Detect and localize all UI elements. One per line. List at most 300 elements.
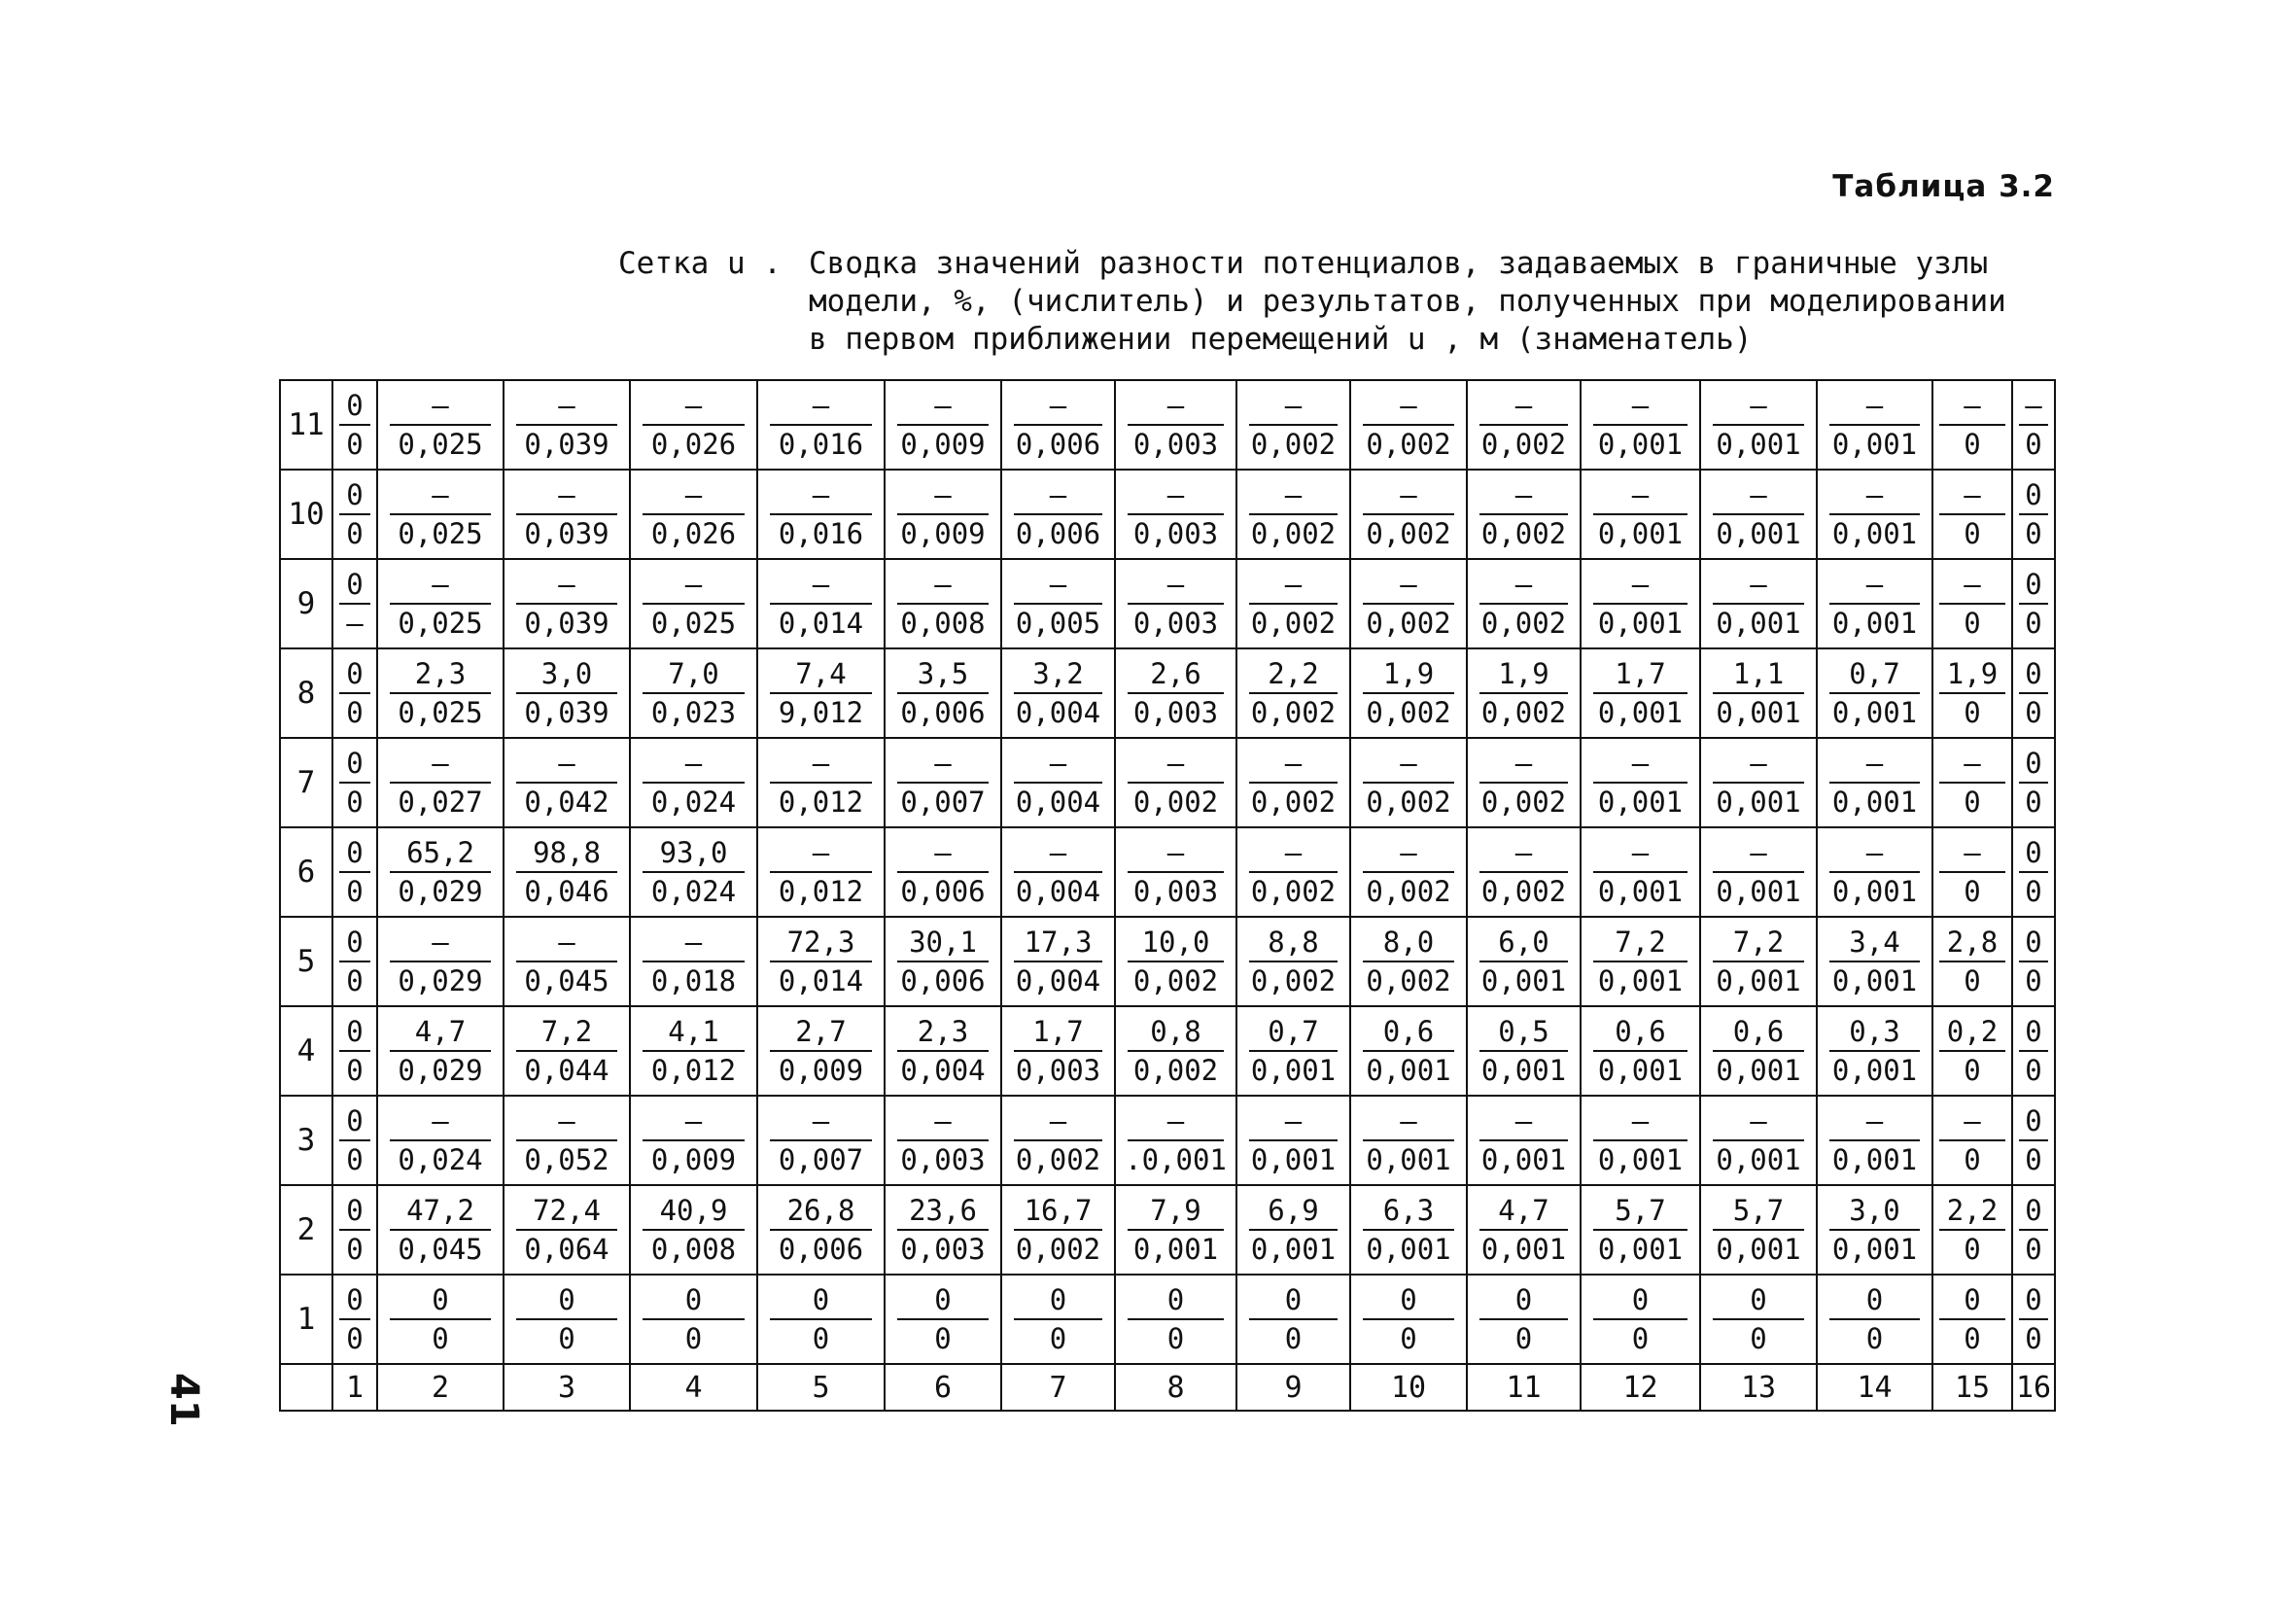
cell-denominator: 0,006 bbox=[900, 964, 986, 997]
cell-denominator: 0,001 bbox=[1716, 428, 1801, 461]
cell-numerator: – bbox=[1014, 745, 1102, 784]
cell-numerator: 0,2 bbox=[1939, 1013, 2005, 1052]
cell-denominator: 0,004 bbox=[1015, 786, 1101, 819]
cell-denominator: 0 bbox=[346, 875, 364, 908]
cell-numerator: 4,7 bbox=[390, 1013, 491, 1052]
table-cell bbox=[1236, 917, 1350, 1006]
cell-numerator: – bbox=[390, 1102, 491, 1141]
cell-denominator: 0,002 bbox=[1366, 875, 1451, 908]
cell-denominator: 0,024 bbox=[398, 1143, 483, 1176]
cell-denominator: 0 bbox=[346, 696, 364, 729]
cell-numerator: – bbox=[1713, 1102, 1804, 1141]
cell-numerator: – bbox=[897, 566, 989, 605]
table-cell bbox=[2012, 470, 2055, 559]
cell-denominator: 0,001 bbox=[1716, 517, 1801, 550]
cell-denominator: 0,002 bbox=[1366, 964, 1451, 997]
caption-lead: Сетка u . bbox=[618, 246, 782, 281]
table-cell bbox=[2012, 1006, 2055, 1096]
table-cell bbox=[630, 380, 757, 470]
cell-denominator: 0,005 bbox=[1015, 607, 1101, 640]
cell-denominator: 0,029 bbox=[398, 1054, 483, 1087]
table-row bbox=[280, 917, 2055, 1006]
table-cell bbox=[1581, 559, 1700, 648]
cell-numerator: 2,3 bbox=[390, 655, 491, 694]
cell-denominator: 0,025 bbox=[650, 607, 737, 640]
table-row bbox=[280, 648, 2055, 738]
table-cell bbox=[1700, 738, 1817, 827]
corner-cell bbox=[280, 1364, 332, 1411]
column-label: 15 bbox=[1932, 1364, 2012, 1411]
cell-denominator: 0 bbox=[558, 1322, 575, 1355]
table-cell bbox=[1350, 648, 1467, 738]
row-label: 1 bbox=[280, 1275, 332, 1364]
table-cell bbox=[1700, 1096, 1817, 1185]
table-cell bbox=[1350, 1096, 1467, 1185]
cell-denominator: 9,012 bbox=[778, 696, 864, 729]
table-label: Таблица 3.2 bbox=[1832, 169, 2055, 204]
table-cell bbox=[1581, 648, 1700, 738]
cell-numerator: 0 bbox=[2019, 1013, 2048, 1052]
table-cell bbox=[1581, 1006, 1700, 1096]
cell-numerator: – bbox=[1363, 834, 1454, 873]
cell-numerator: – bbox=[1479, 834, 1568, 873]
table-cell bbox=[504, 380, 630, 470]
table-cell bbox=[1581, 917, 1700, 1006]
cell-denominator: 0 bbox=[2025, 517, 2042, 550]
table-cell bbox=[1932, 1275, 2012, 1364]
cell-denominator: 0 bbox=[2025, 875, 2042, 908]
cell-numerator: 0 bbox=[1939, 1281, 2005, 1320]
cell-numerator: – bbox=[1014, 834, 1102, 873]
table-cell bbox=[1115, 470, 1236, 559]
table-cell bbox=[1932, 470, 2012, 559]
cell-numerator: – bbox=[643, 566, 745, 605]
row-label: 11 bbox=[280, 380, 332, 470]
table-cell bbox=[1001, 1006, 1115, 1096]
cell-numerator: – bbox=[1479, 476, 1568, 515]
cell-numerator: – bbox=[1363, 745, 1454, 784]
table-cell bbox=[377, 1185, 504, 1275]
table-cell bbox=[1932, 738, 2012, 827]
cell-denominator: 0,002 bbox=[1250, 428, 1337, 461]
cell-numerator: 3,5 bbox=[897, 655, 989, 694]
cell-denominator: 0 bbox=[1964, 964, 1981, 997]
cell-numerator: 0 bbox=[2019, 655, 2048, 694]
cell-numerator: 40,9 bbox=[643, 1192, 745, 1231]
cell-numerator: – bbox=[1939, 566, 2005, 605]
table-cell bbox=[1467, 648, 1581, 738]
cell-numerator: 0,3 bbox=[1829, 1013, 1920, 1052]
cell-denominator: 0,004 bbox=[900, 1054, 986, 1087]
row-label: 2 bbox=[280, 1185, 332, 1275]
table-cell bbox=[377, 380, 504, 470]
cell-denominator: 0,002 bbox=[1480, 786, 1567, 819]
table-cell bbox=[630, 827, 757, 917]
table-cell bbox=[757, 1185, 885, 1275]
cell-numerator: – bbox=[770, 745, 872, 784]
cell-numerator: 93,0 bbox=[643, 834, 745, 873]
cell-numerator: – bbox=[1713, 476, 1804, 515]
cell-denominator: 0 bbox=[1400, 1322, 1417, 1355]
table-cell bbox=[630, 1275, 757, 1364]
cell-denominator: 0,001 bbox=[1597, 696, 1684, 729]
cell-numerator: 0 bbox=[643, 1281, 745, 1320]
cell-numerator: – bbox=[516, 566, 617, 605]
cell-denominator: 0 bbox=[2025, 1054, 2042, 1087]
table-cell bbox=[1001, 470, 1115, 559]
table-cell bbox=[885, 1006, 1001, 1096]
table-cell bbox=[1236, 1185, 1350, 1275]
cell-denominator: 0,002 bbox=[1480, 517, 1567, 550]
cell-denominator: 0,009 bbox=[900, 428, 986, 461]
cell-denominator: 0,007 bbox=[778, 1143, 864, 1176]
table-cell bbox=[1700, 648, 1817, 738]
cell-denominator: 0,001 bbox=[1831, 875, 1918, 908]
cell-numerator: – bbox=[1713, 387, 1804, 426]
table-cell bbox=[1001, 648, 1115, 738]
cell-numerator: – bbox=[1829, 476, 1920, 515]
cell-denominator: 0,039 bbox=[524, 428, 609, 461]
cell-denominator: 0,025 bbox=[398, 517, 483, 550]
cell-numerator: – bbox=[1363, 476, 1454, 515]
table-caption bbox=[618, 245, 2028, 359]
cell-denominator: 0,001 bbox=[1716, 964, 1801, 997]
table-cell bbox=[1817, 648, 1932, 738]
cell-denominator: 0 bbox=[346, 964, 364, 997]
cell-numerator: – bbox=[1128, 745, 1224, 784]
table-cell bbox=[332, 470, 377, 559]
table-cell bbox=[1817, 1096, 1932, 1185]
cell-numerator: 2,8 bbox=[1939, 924, 2005, 962]
cell-numerator: 0 bbox=[2019, 924, 2048, 962]
table-cell bbox=[1236, 1006, 1350, 1096]
cell-numerator: 8,0 bbox=[1363, 924, 1454, 962]
cell-denominator: 0 bbox=[432, 1322, 449, 1355]
cell-denominator: 0 bbox=[2025, 607, 2042, 640]
column-label: 6 bbox=[885, 1364, 1001, 1411]
cell-denominator: 0,039 bbox=[524, 696, 609, 729]
cell-numerator: – bbox=[1014, 476, 1102, 515]
cell-numerator: 1,9 bbox=[1939, 655, 2005, 694]
table-cell bbox=[885, 917, 1001, 1006]
cell-denominator: 0,029 bbox=[398, 875, 483, 908]
cell-denominator: 0 bbox=[346, 1322, 364, 1355]
table-cell bbox=[1817, 470, 1932, 559]
cell-denominator: 0,001 bbox=[1480, 964, 1567, 997]
cell-denominator: 0 bbox=[934, 1322, 952, 1355]
cell-numerator: 7,0 bbox=[643, 655, 745, 694]
cell-denominator: 0 bbox=[684, 1322, 703, 1355]
table-cell bbox=[630, 738, 757, 827]
table-cell bbox=[1817, 917, 1932, 1006]
cell-denominator: 0,024 bbox=[650, 875, 737, 908]
table-cell bbox=[885, 1185, 1001, 1275]
table-cell bbox=[1467, 738, 1581, 827]
cell-denominator: 0,003 bbox=[1132, 428, 1219, 461]
cell-numerator: – bbox=[1593, 745, 1687, 784]
cell-denominator: 0,002 bbox=[1366, 517, 1451, 550]
cell-numerator: – bbox=[897, 476, 989, 515]
cell-numerator: 3,4 bbox=[1829, 924, 1920, 962]
table-cell bbox=[1467, 470, 1581, 559]
cell-numerator: 47,2 bbox=[390, 1192, 491, 1231]
cell-denominator: 0 bbox=[346, 1233, 364, 1266]
table-cell bbox=[630, 648, 757, 738]
cell-numerator: 0 bbox=[1479, 1281, 1568, 1320]
table-cell bbox=[1581, 1096, 1700, 1185]
cell-denominator: 0,009 bbox=[650, 1143, 737, 1176]
cell-denominator: 0,001 bbox=[1831, 1054, 1918, 1087]
cell-denominator: 0,002 bbox=[1132, 1054, 1219, 1087]
table-cell bbox=[1932, 917, 2012, 1006]
cell-numerator: – bbox=[1128, 566, 1224, 605]
cell-numerator: 0,6 bbox=[1713, 1013, 1804, 1052]
cell-numerator: – bbox=[390, 745, 491, 784]
cell-denominator: 0 bbox=[2025, 1233, 2042, 1266]
table-row bbox=[280, 1006, 2055, 1096]
cell-numerator: – bbox=[643, 387, 745, 426]
cell-numerator: – bbox=[1713, 566, 1804, 605]
cell-numerator: 0 bbox=[339, 566, 370, 605]
cell-denominator: 0,002 bbox=[1250, 607, 1337, 640]
cell-numerator: 4,1 bbox=[643, 1013, 745, 1052]
cell-denominator: 0,001 bbox=[1250, 1143, 1337, 1176]
cell-numerator: – bbox=[1939, 476, 2005, 515]
cell-numerator: 2,2 bbox=[1939, 1192, 2005, 1231]
table-row bbox=[280, 470, 2055, 559]
cell-denominator: 0 bbox=[2025, 696, 2042, 729]
cell-denominator: 0,001 bbox=[1716, 1054, 1801, 1087]
cell-denominator: 0,001 bbox=[1716, 1143, 1801, 1176]
cell-denominator: 0,002 bbox=[1480, 428, 1567, 461]
cell-denominator: 0,001 bbox=[1716, 786, 1801, 819]
cell-denominator: 0,016 bbox=[778, 428, 864, 461]
cell-numerator: 1,9 bbox=[1479, 655, 1568, 694]
table-cell bbox=[1350, 1275, 1467, 1364]
cell-denominator: 0,006 bbox=[778, 1233, 864, 1266]
column-label: 10 bbox=[1350, 1364, 1467, 1411]
cell-numerator: 0 bbox=[1014, 1281, 1102, 1320]
table-cell bbox=[1817, 827, 1932, 917]
table-cell bbox=[757, 917, 885, 1006]
column-label: 13 bbox=[1700, 1364, 1817, 1411]
table-cell bbox=[1817, 559, 1932, 648]
cell-numerator: – bbox=[1593, 476, 1687, 515]
cell-numerator: 0 bbox=[1829, 1281, 1920, 1320]
cell-numerator: – bbox=[1939, 745, 2005, 784]
row-label: 9 bbox=[280, 559, 332, 648]
cell-denominator: – bbox=[346, 607, 364, 640]
cell-denominator: 0,002 bbox=[1366, 428, 1451, 461]
cell-denominator: 0,001 bbox=[1366, 1143, 1451, 1176]
cell-denominator: 0,006 bbox=[900, 696, 986, 729]
cell-numerator: 0 bbox=[339, 834, 370, 873]
table-cell bbox=[1581, 1275, 1700, 1364]
cell-denominator: 0 bbox=[1750, 1322, 1767, 1355]
cell-denominator: 0,029 bbox=[398, 964, 483, 997]
table-cell bbox=[1700, 559, 1817, 648]
cell-denominator: 0,052 bbox=[524, 1143, 609, 1176]
table-cell bbox=[1236, 470, 1350, 559]
cell-denominator: 0,001 bbox=[1480, 1143, 1567, 1176]
cell-numerator: – bbox=[643, 745, 745, 784]
table-cell bbox=[630, 559, 757, 648]
cell-numerator: 0 bbox=[2019, 1281, 2048, 1320]
table-cell bbox=[2012, 1275, 2055, 1364]
cell-denominator: 0,008 bbox=[900, 607, 986, 640]
table-cell bbox=[1932, 827, 2012, 917]
cell-denominator: 0 bbox=[1631, 1322, 1650, 1355]
cell-denominator: 0,004 bbox=[1015, 964, 1101, 997]
table-cell bbox=[757, 738, 885, 827]
cell-denominator: 0,012 bbox=[778, 786, 864, 819]
cell-numerator: 0,7 bbox=[1249, 1013, 1338, 1052]
row-label: 10 bbox=[280, 470, 332, 559]
cell-denominator: 0,023 bbox=[650, 696, 737, 729]
table-cell bbox=[2012, 559, 2055, 648]
table-cell bbox=[1700, 380, 1817, 470]
cell-denominator: 0,001 bbox=[1597, 1054, 1684, 1087]
cell-denominator: 0,039 bbox=[524, 607, 609, 640]
cell-denominator: 0,003 bbox=[1132, 517, 1219, 550]
cell-denominator: 0,001 bbox=[1831, 428, 1918, 461]
cell-denominator: 0,001 bbox=[1597, 1233, 1684, 1266]
table-cell bbox=[1350, 380, 1467, 470]
table-cell bbox=[1236, 1275, 1350, 1364]
cell-denominator: 0,001 bbox=[1716, 875, 1801, 908]
cell-numerator: – bbox=[770, 476, 872, 515]
table-row bbox=[280, 738, 2055, 827]
cell-numerator: – bbox=[1249, 566, 1338, 605]
column-label: 11 bbox=[1467, 1364, 1581, 1411]
cell-numerator: – bbox=[1939, 834, 2005, 873]
table-cell bbox=[332, 1006, 377, 1096]
table-cell bbox=[757, 559, 885, 648]
cell-numerator: – bbox=[2019, 387, 2048, 426]
cell-numerator: – bbox=[390, 566, 491, 605]
cell-numerator: – bbox=[1593, 834, 1687, 873]
cell-denominator: 0,002 bbox=[1250, 696, 1337, 729]
table-cell bbox=[332, 1096, 377, 1185]
cell-denominator: 0 bbox=[2025, 964, 2042, 997]
cell-denominator: 0,001 bbox=[1597, 964, 1684, 997]
table-cell bbox=[1467, 827, 1581, 917]
cell-numerator: – bbox=[1829, 834, 1920, 873]
cell-denominator: 0 bbox=[1964, 696, 1981, 729]
cell-numerator: – bbox=[1593, 566, 1687, 605]
cell-denominator: 0,006 bbox=[1015, 428, 1101, 461]
table-cell bbox=[1932, 1006, 2012, 1096]
cell-numerator: 0 bbox=[1713, 1281, 1804, 1320]
table-cell bbox=[1115, 738, 1236, 827]
cell-numerator: 0 bbox=[339, 655, 370, 694]
cell-numerator: 2,2 bbox=[1249, 655, 1338, 694]
cell-numerator: 17,3 bbox=[1014, 924, 1102, 962]
table-cell bbox=[1932, 559, 2012, 648]
table-cell bbox=[630, 1185, 757, 1275]
cell-numerator: 0 bbox=[1593, 1281, 1687, 1320]
table-body bbox=[280, 380, 2055, 1411]
table-cell bbox=[1700, 1006, 1817, 1096]
cell-denominator: 0 bbox=[1514, 1322, 1533, 1355]
table-cell bbox=[757, 827, 885, 917]
table-cell bbox=[757, 470, 885, 559]
cell-denominator: 0,045 bbox=[398, 1233, 483, 1266]
table-cell bbox=[630, 917, 757, 1006]
column-label: 8 bbox=[1115, 1364, 1236, 1411]
cell-numerator: 1,7 bbox=[1593, 655, 1687, 694]
cell-denominator: .0,001 bbox=[1125, 1143, 1227, 1176]
cell-denominator: 0 bbox=[1166, 1322, 1185, 1355]
table-cell bbox=[757, 380, 885, 470]
cell-denominator: 0 bbox=[1964, 1322, 1981, 1355]
table-cell bbox=[1115, 827, 1236, 917]
row-label: 7 bbox=[280, 738, 332, 827]
table-row bbox=[280, 1096, 2055, 1185]
cell-numerator: 8,8 bbox=[1249, 924, 1338, 962]
cell-denominator: 0,002 bbox=[1480, 696, 1567, 729]
cell-numerator: – bbox=[1829, 1102, 1920, 1141]
cell-denominator: 0,045 bbox=[524, 964, 609, 997]
cell-denominator: 0,001 bbox=[1366, 1233, 1451, 1266]
cell-numerator: – bbox=[1249, 834, 1338, 873]
cell-numerator: – bbox=[1249, 1102, 1338, 1141]
cell-numerator: 0 bbox=[2019, 834, 2048, 873]
table-cell bbox=[1932, 380, 2012, 470]
column-label: 14 bbox=[1817, 1364, 1932, 1411]
column-label: 3 bbox=[504, 1364, 630, 1411]
cell-denominator: 0,026 bbox=[650, 428, 737, 461]
cell-numerator: – bbox=[516, 1102, 617, 1141]
cell-denominator: 0 bbox=[1865, 1322, 1884, 1355]
cell-numerator: 5,7 bbox=[1713, 1192, 1804, 1231]
cell-numerator: – bbox=[1593, 387, 1687, 426]
cell-numerator: – bbox=[1128, 1102, 1224, 1141]
cell-numerator: 0 bbox=[2019, 1102, 2048, 1141]
cell-denominator: 0 bbox=[1964, 1233, 1981, 1266]
cell-denominator: 0,001 bbox=[1831, 786, 1918, 819]
cell-denominator: 0,001 bbox=[1831, 1233, 1918, 1266]
cell-numerator: 72,3 bbox=[770, 924, 872, 962]
table-cell bbox=[1001, 1096, 1115, 1185]
cell-denominator: 0,002 bbox=[1015, 1233, 1101, 1266]
cell-numerator: – bbox=[1249, 745, 1338, 784]
table-cell bbox=[1236, 827, 1350, 917]
cell-numerator: 0 bbox=[2019, 566, 2048, 605]
cell-numerator: – bbox=[1128, 834, 1224, 873]
table-cell bbox=[1817, 1275, 1932, 1364]
table-cell bbox=[1350, 1185, 1467, 1275]
cell-denominator: 0,002 bbox=[1250, 964, 1337, 997]
cell-numerator: 0 bbox=[1249, 1281, 1338, 1320]
table-cell bbox=[1115, 1275, 1236, 1364]
cell-denominator: 0,001 bbox=[1597, 1143, 1684, 1176]
table-cell bbox=[377, 559, 504, 648]
cell-numerator: 98,8 bbox=[516, 834, 617, 873]
cell-numerator: – bbox=[770, 387, 872, 426]
cell-numerator: 10,0 bbox=[1128, 924, 1224, 962]
cell-numerator: 0 bbox=[770, 1281, 872, 1320]
cell-denominator: 0,001 bbox=[1250, 1233, 1337, 1266]
cell-denominator: 0 bbox=[812, 1322, 830, 1355]
cell-denominator: 0,003 bbox=[900, 1233, 986, 1266]
cell-denominator: 0,001 bbox=[1597, 786, 1684, 819]
table-cell bbox=[1700, 470, 1817, 559]
cell-denominator: 0 bbox=[346, 1054, 364, 1087]
table-cell bbox=[1115, 1185, 1236, 1275]
cell-denominator: 0 bbox=[1964, 428, 1981, 461]
table-cell bbox=[2012, 380, 2055, 470]
